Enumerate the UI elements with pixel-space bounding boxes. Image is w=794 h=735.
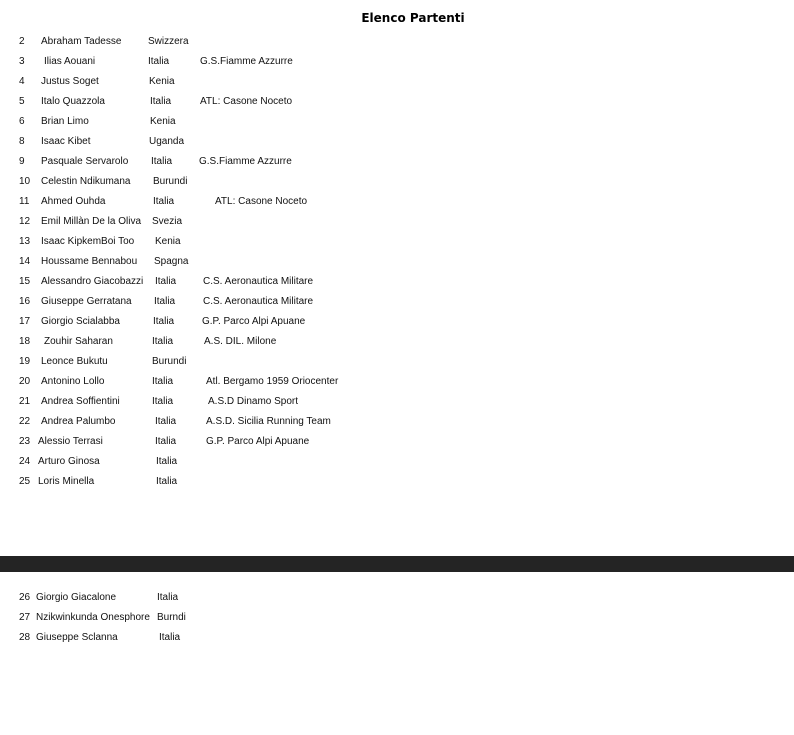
entrant-row bbox=[0, 135, 794, 155]
athlete-nation: Italia bbox=[155, 436, 177, 447]
athlete-name: Justus Soget bbox=[41, 76, 99, 87]
athlete-name: Arturo Ginosa bbox=[38, 456, 100, 467]
entrant-row bbox=[0, 335, 794, 355]
bib-number: 18 bbox=[19, 336, 31, 347]
athlete-name: Alessio Terrasi bbox=[38, 436, 103, 447]
athlete-nation: Spagna bbox=[154, 256, 189, 267]
athlete-name: Emil Millàn De la Oliva bbox=[41, 216, 142, 227]
athlete-name: Alessandro Giacobazzi bbox=[41, 276, 144, 287]
page-separator bbox=[0, 556, 794, 572]
athlete-nation: Italia bbox=[148, 56, 170, 67]
athlete-nation: Italia bbox=[152, 376, 174, 387]
athlete-nation: Italia bbox=[155, 276, 177, 287]
bib-number: 20 bbox=[19, 376, 31, 387]
athlete-nation: Italia bbox=[156, 476, 178, 487]
entrant-row bbox=[0, 255, 794, 275]
athlete-club: G.S.Fiamme Azzurre bbox=[200, 56, 293, 67]
bib-number: 13 bbox=[19, 236, 31, 247]
athlete-nation: Italia bbox=[151, 156, 173, 167]
athlete-club: G.P. Parco Alpi Apuane bbox=[202, 316, 306, 327]
athlete-name: Italo Quazzola bbox=[41, 96, 105, 107]
bib-number: 4 bbox=[19, 76, 25, 87]
bib-number: 11 bbox=[19, 196, 30, 207]
athlete-nation: Italia bbox=[152, 336, 174, 347]
athlete-club: ATL: Casone Noceto bbox=[200, 96, 293, 107]
entrant-row bbox=[0, 455, 794, 475]
athlete-name: Celestin Ndikumana bbox=[41, 176, 131, 187]
bib-number: 23 bbox=[19, 436, 31, 447]
athlete-name: Loris Minella bbox=[38, 476, 95, 487]
entrant-row bbox=[0, 115, 794, 135]
athlete-name: Leonce Bukutu bbox=[41, 356, 108, 367]
entrant-row bbox=[0, 295, 794, 315]
bib-number: 8 bbox=[19, 136, 25, 147]
athlete-club: A.S.D Dinamo Sport bbox=[208, 396, 299, 407]
athlete-name: Giorgio Giacalone bbox=[36, 592, 117, 603]
bib-number: 22 bbox=[19, 416, 31, 427]
athlete-name: Abraham Tadesse bbox=[41, 36, 122, 47]
athlete-name: Nzikwinkunda Onesphore bbox=[36, 612, 150, 623]
bib-number: 19 bbox=[19, 356, 31, 367]
bib-number: 28 bbox=[19, 632, 31, 643]
bib-number: 24 bbox=[19, 456, 31, 467]
athlete-nation: Italia bbox=[150, 96, 172, 107]
athlete-nation: Uganda bbox=[149, 136, 185, 147]
athlete-nation: Swizzera bbox=[148, 36, 189, 47]
athlete-club: C.S. Aeronautica Militare bbox=[203, 276, 314, 287]
athlete-club: Atl. Bergamo 1959 Oriocenter bbox=[206, 376, 339, 387]
bib-number: 5 bbox=[19, 96, 25, 107]
athlete-nation: Kenia bbox=[150, 116, 176, 127]
entrant-row bbox=[0, 315, 794, 335]
entrant-row bbox=[0, 355, 794, 375]
bib-number: 17 bbox=[19, 316, 31, 327]
document-page-2 bbox=[0, 572, 794, 735]
athlete-club: ATL: Casone Noceto bbox=[215, 196, 308, 207]
entrant-row bbox=[0, 375, 794, 395]
athlete-club: A.S.D. Sicilia Running Team bbox=[206, 416, 331, 427]
athlete-name: Zouhir Saharan bbox=[44, 336, 113, 347]
athlete-club: G.S.Fiamme Azzurre bbox=[199, 156, 292, 167]
bib-number: 14 bbox=[19, 256, 31, 267]
entrant-row bbox=[0, 611, 794, 631]
athlete-name: Isaac Kibet bbox=[41, 136, 91, 147]
document-title: Elenco Partenti bbox=[361, 11, 465, 25]
athlete-nation: Italia bbox=[156, 456, 178, 467]
athlete-name: Ilias Aouani bbox=[44, 56, 96, 67]
entrant-row bbox=[0, 215, 794, 235]
athlete-name: Ahmed Ouhda bbox=[41, 196, 106, 207]
bib-number: 27 bbox=[19, 612, 31, 623]
bib-number: 9 bbox=[19, 156, 25, 167]
entrant-row bbox=[0, 415, 794, 435]
entrant-row bbox=[0, 35, 794, 55]
bib-number: 26 bbox=[19, 592, 31, 603]
athlete-nation: Svezia bbox=[152, 216, 183, 227]
bib-number: 6 bbox=[19, 116, 25, 127]
bib-number: 3 bbox=[19, 56, 25, 67]
athlete-name: Pasquale Servarolo bbox=[41, 156, 129, 167]
athlete-nation: Burndi bbox=[157, 612, 186, 623]
entrant-row bbox=[0, 95, 794, 115]
athlete-nation: Italia bbox=[159, 632, 181, 643]
athlete-nation: Italia bbox=[157, 592, 179, 603]
athlete-name: Isaac KipkemBoi Too bbox=[41, 236, 135, 247]
bib-number: 12 bbox=[19, 216, 31, 227]
entrant-row bbox=[0, 395, 794, 415]
entrant-row bbox=[0, 631, 794, 651]
athlete-nation: Burundi bbox=[153, 176, 188, 187]
entrant-row bbox=[0, 235, 794, 255]
athlete-name: Antonino Lollo bbox=[41, 376, 105, 387]
athlete-nation: Italia bbox=[153, 196, 175, 207]
athlete-name: Andrea Palumbo bbox=[41, 416, 116, 427]
entrant-row bbox=[0, 195, 794, 215]
entrant-row bbox=[0, 155, 794, 175]
athlete-name: Giuseppe Gerratana bbox=[41, 296, 132, 307]
athlete-name: Brian Limo bbox=[41, 116, 89, 127]
entrant-row bbox=[0, 475, 794, 495]
athlete-club: C.S. Aeronautica Militare bbox=[203, 296, 314, 307]
bib-number: 25 bbox=[19, 476, 31, 487]
athlete-nation: Burundi bbox=[152, 356, 187, 367]
bib-number: 16 bbox=[19, 296, 31, 307]
athlete-name: Andrea Soffientini bbox=[41, 396, 120, 407]
athlete-club: A.S. DIL. Milone bbox=[204, 336, 277, 347]
entrant-row bbox=[0, 275, 794, 295]
entrant-row bbox=[0, 435, 794, 455]
bib-number: 21 bbox=[19, 396, 31, 407]
athlete-club: G.P. Parco Alpi Apuane bbox=[206, 436, 310, 447]
bib-number: 10 bbox=[19, 176, 31, 187]
athlete-nation: Italia bbox=[153, 316, 175, 327]
athlete-name: Houssame Bennabou bbox=[41, 256, 138, 267]
athlete-nation: Italia bbox=[152, 396, 174, 407]
athlete-nation: Italia bbox=[155, 416, 177, 427]
bib-number: 2 bbox=[19, 36, 25, 47]
athlete-nation: Kenia bbox=[155, 236, 181, 247]
athlete-name: Giorgio Scialabba bbox=[41, 316, 120, 327]
entrant-row bbox=[0, 175, 794, 195]
bib-number: 15 bbox=[19, 276, 31, 287]
athlete-nation: Kenia bbox=[149, 76, 175, 87]
athlete-nation: Italia bbox=[154, 296, 176, 307]
entrant-row bbox=[0, 75, 794, 95]
entrant-row bbox=[0, 591, 794, 611]
entrant-row bbox=[0, 55, 794, 75]
athlete-name: Giuseppe Sclanna bbox=[36, 632, 118, 643]
